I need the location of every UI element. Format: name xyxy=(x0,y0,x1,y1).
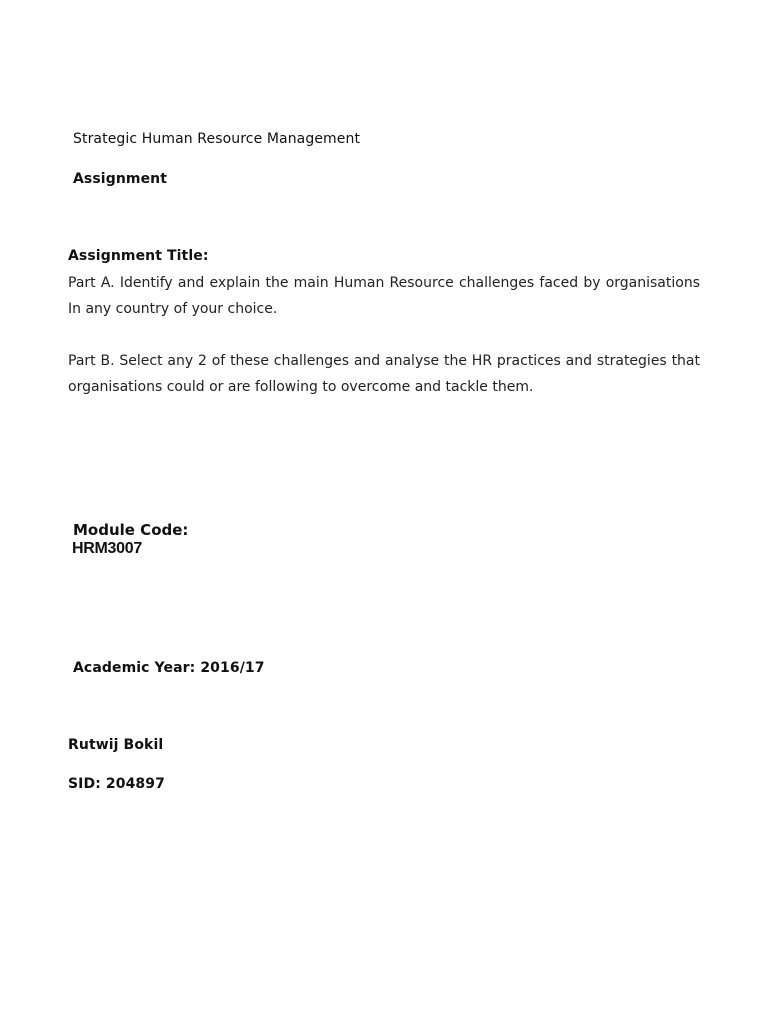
part-a-line-1: Part A. Identify and explain the main Human Resource challenges faced by organisations xyxy=(68,275,700,291)
module-code-value: HRM3007 xyxy=(72,540,142,557)
assignment-title-heading: Assignment Title: xyxy=(68,248,209,264)
module-code-label: Module Code: xyxy=(73,521,189,539)
part-b-line-2: organisations could or are following to overcome and tackle them. xyxy=(68,379,534,395)
part-a-line-2: In any country of your choice. xyxy=(68,301,278,317)
course-title: Strategic Human Resource Management xyxy=(73,131,361,147)
document-subtitle: Assignment xyxy=(73,171,168,187)
student-name: Rutwij Bokil xyxy=(68,737,164,753)
part-b-paragraph xyxy=(68,348,700,400)
part-b-line-1: Part B. Select any 2 of these challenges and analyse the HR practices and strategies that xyxy=(68,353,700,369)
part-a-paragraph xyxy=(68,270,700,322)
student-id: SID: 204897 xyxy=(68,776,165,792)
academic-year: Academic Year: 2016/17 xyxy=(73,660,265,676)
